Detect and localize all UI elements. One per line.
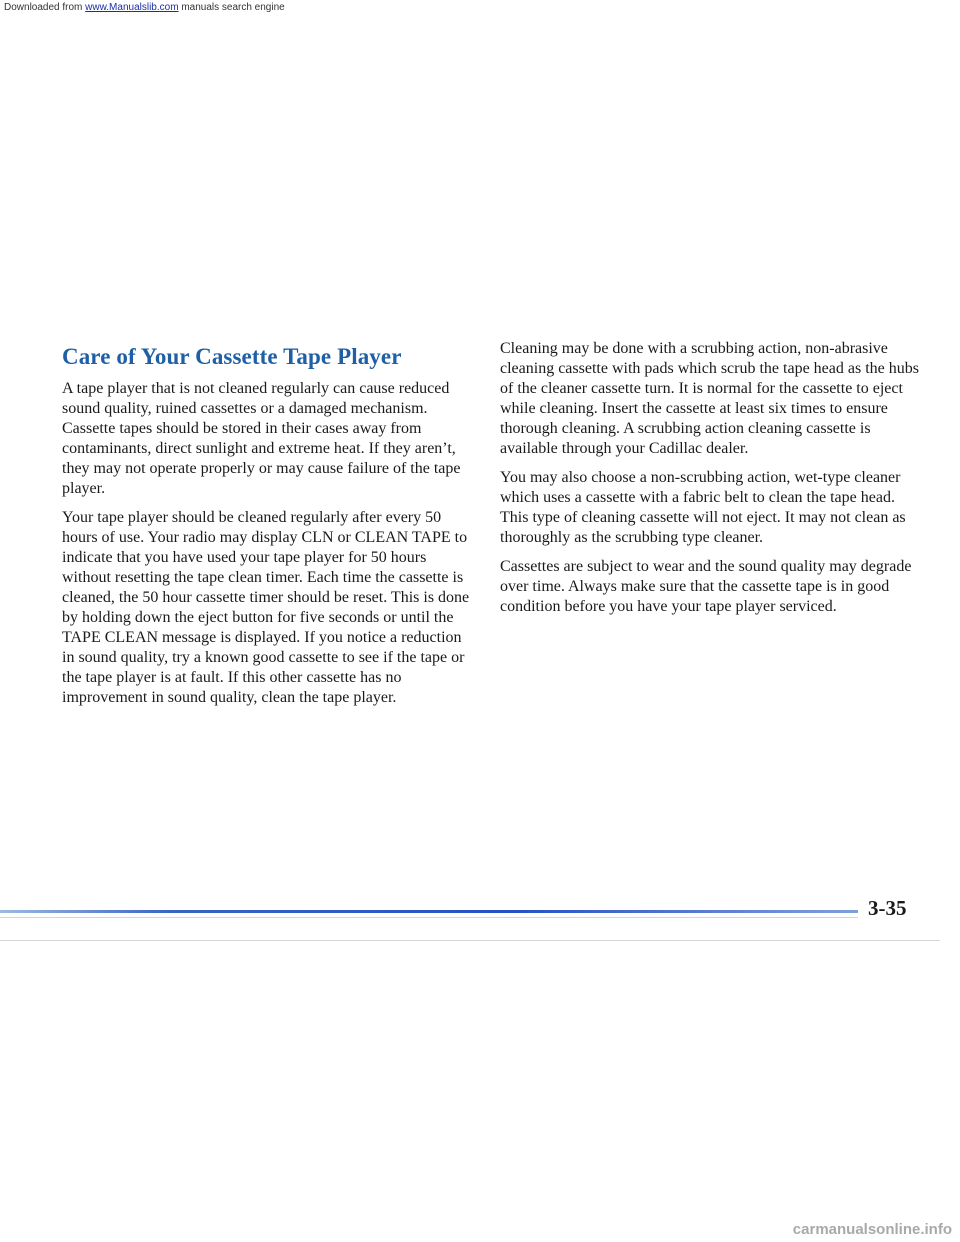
footer-divider: [0, 940, 940, 941]
header-prefix: Downloaded from: [4, 2, 83, 13]
paragraph-2: Your tape player should be cleaned regularly after every 50 hours of use. Your radio may display CLN or CLEAN TAPE to indicate that you have used your tape player for 50 hours without resetting the tape clean timer. Each time the cassette is cleaned, the 50 hour cassette timer should be reset. This is done by holding down the eject button for five seconds or until the TAPE CLEAN message is displayed. If you notice a reduction in sound quality, try a known good cassette to see if the tape or the tape player is at fault. If this other cassette has no improvement in sound quality, clean the tape player.: [62, 509, 470, 706]
section-title: Care of Your Cassette Tape Player: [62, 344, 402, 369]
footer-rule-shadow: [0, 917, 858, 918]
paragraph-4: You may also choose a non-scrubbing action, wet-type cleaner which uses a cassette with a fabric belt to clean the tape head. This type of cleaning cassette will not eject. It may not clean as thoroughly as the scrubbing type cleaner.: [500, 469, 906, 546]
paragraph-3: Cleaning may be done with a scrubbing action, non-abrasive cleaning cassette with pads which scrub the tape head as the hubs of the cleaner cassette turn. It is normal for the cassette to eject while cleaning. Insert the cassette at least six times to ensure thorough cleaning. A scrubbing action cleaning cassette is available through your Cadillac dealer.: [500, 340, 919, 457]
page-number: 3-35: [868, 896, 907, 920]
header-suffix: manuals search engine: [181, 2, 285, 13]
footer-rule: [0, 910, 858, 913]
download-header: [0, 0, 960, 16]
left-column: [62, 379, 472, 717]
paragraph-5: Cassettes are subject to wear and the sound quality may degrade over time. Always make sure that the cassette tape is in good condition before you have your tape player serviced.: [500, 558, 912, 615]
right-column: [500, 339, 920, 626]
site-watermark: carmanualsonline.info: [792, 1221, 952, 1238]
paragraph-1: A tape player that is not cleaned regularly can cause reduced sound quality, ruined cassettes or a damaged mechanism. Cassette tapes should be stored in their cases away from contaminants, direct sunlight and extreme heat. If they aren’t, they may not operate properly or may cause failure of the tape player.: [62, 380, 461, 497]
manualslib-link[interactable]: www.Manualslib.com: [85, 2, 179, 13]
